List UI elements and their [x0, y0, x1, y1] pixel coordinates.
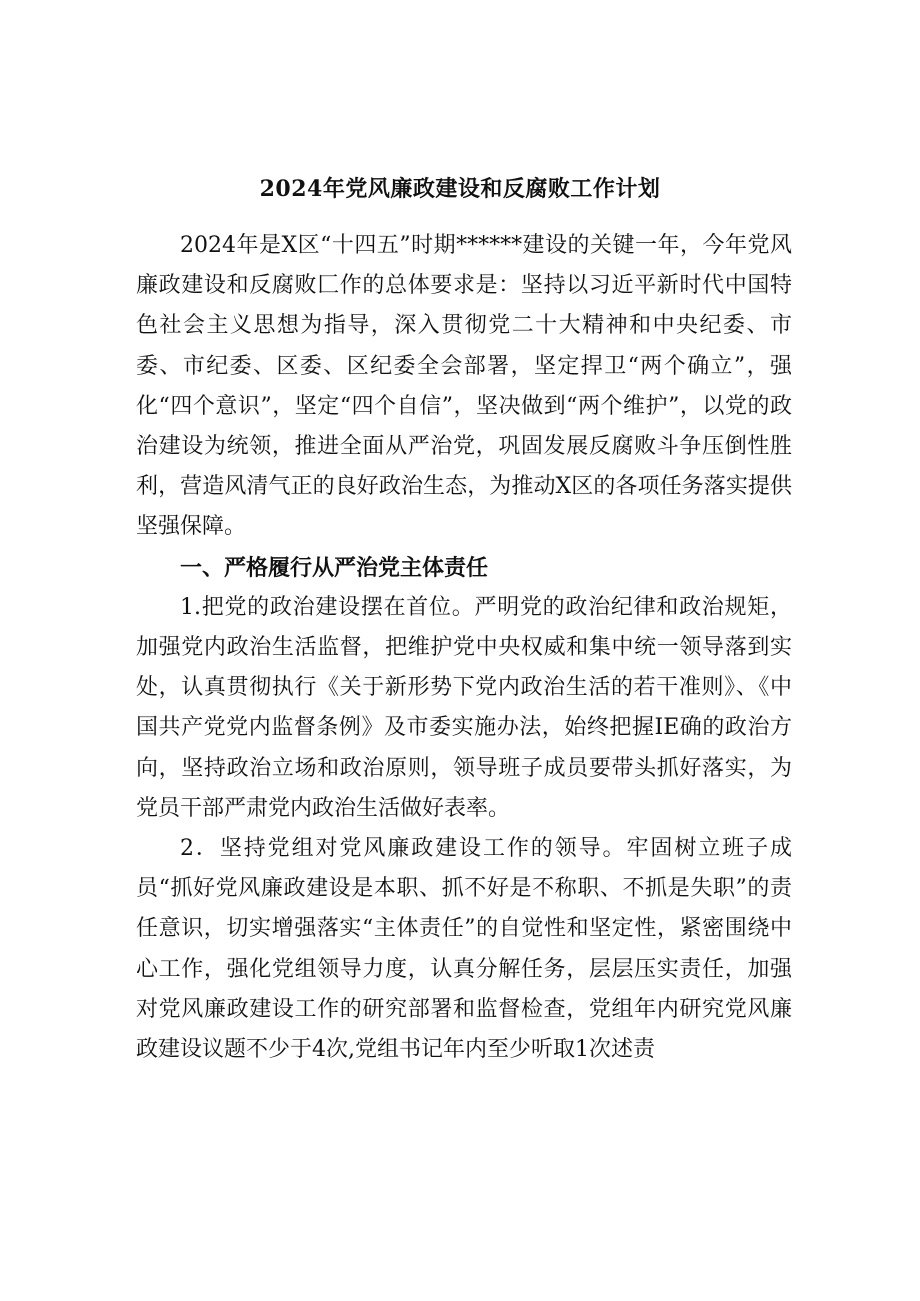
document-title: 2024年党风廉政建设和反腐败工作计划 [259, 176, 661, 202]
document-body [136, 226, 792, 1070]
section-heading-1: 一、严格履行从严治党主体责任 [180, 554, 489, 581]
intro-paragraph: 2024年是X区“十四五”时期******建设的关键一年，今年党风廉政建设和反腐败匚作的总体要求是：坚持以习近平新时代中国特色社会主义思想为指导，深入贯彻党二十大精神和中央纪委、市委、市纪委、区委、区纪委全会部署，坚定捍卫“两个确立”，强化“四个意识”，坚定“四个自信”，坚决做到“两个维护”，以党的政治建设为统领，推进全面从严治党，巩固发展反腐败斗争压倒性胜利，营造风清气正的良好政治生态，为推动X区的各项任务落实提供坚强保障。 [136, 233, 793, 540]
paragraph-item-1: 1.把党的政治建设摆在首位。严明党的政治纪律和政治规矩，加强党内政治生活监督，把维护党中央权威和集中统一领导落到实处，认真贯彻执行《关于新形势下党内政治生活的若干准则》、《中国共产党党内监督条例》及市委实施办法，始终把握IE确的政治方向，坚持政治立场和政治原则，领导班子成员要带头抓好落实，为党员干部严肃党内政治生活做好表率。 [136, 594, 792, 821]
paragraph-item-2: 2．坚持党组对党风廉政建设工作的领导。牢固树立班子成员“抓好党风廉政建设是本职、抓不好是不称职、不抓是失职”的责任意识，切实增强落实“主体责任”的自觉性和坚定性，紧密围绕中心工作，强化党组领导力度，认真分解任务，层层压实责任，加强对党风廉政建设工作的研究部署和监督检查，党组年内研究党风廉政建设议题不少于4次,党组书记年内至少听取1次述责 [136, 836, 792, 1063]
